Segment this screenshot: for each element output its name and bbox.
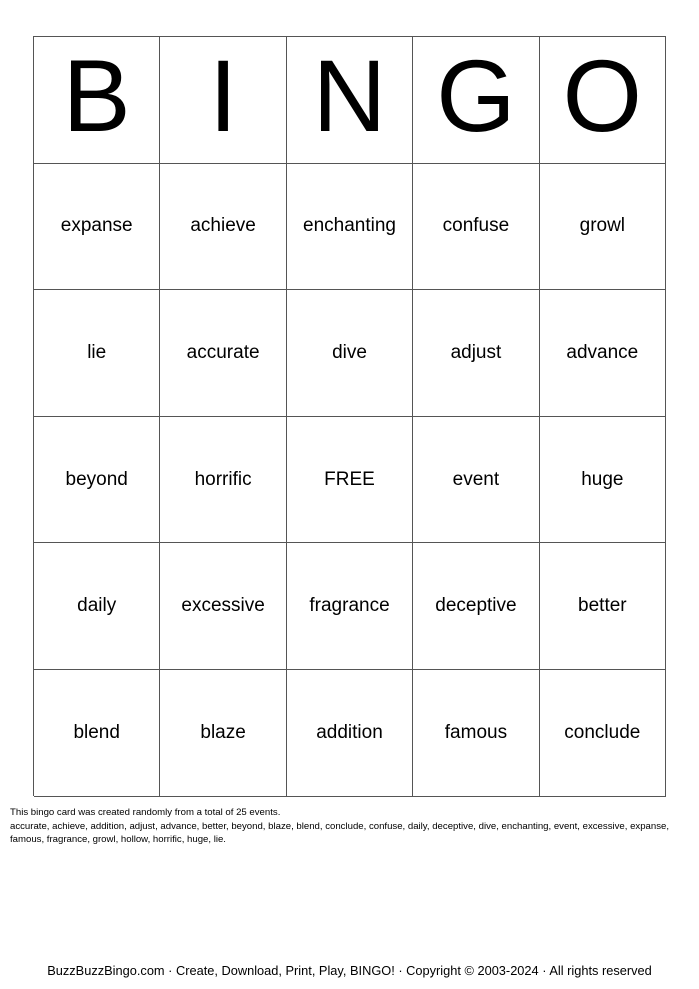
header-letter: B [62,38,131,153]
bingo-cell: conclude [540,670,666,797]
bingo-cell: achieve [160,164,286,291]
note-word-list: accurate, achieve, addition, adjust, advance, better, beyond, blaze, blend, conclude, confuse, daily, deceptive, dive, enchanting, event, excessive, expanse, famous, fragrance, growl, hollow, horrific, huge, lie. [10,820,670,845]
bingo-cell: expanse [34,164,160,291]
header-cell-g [413,37,539,164]
bingo-cell: huge [540,417,666,544]
header-cell-b [34,37,160,164]
bingo-cell: event [413,417,539,544]
bingo-cell: blaze [160,670,286,797]
header-cell-o [540,37,666,164]
bingo-cell: confuse [413,164,539,291]
bingo-cell: excessive [160,543,286,670]
header-cell-n [287,37,413,164]
bingo-cell: blend [34,670,160,797]
header-letter: O [562,38,642,153]
bingo-cell: lie [34,290,160,417]
bingo-cell: growl [540,164,666,291]
header-cell-i [160,37,286,164]
bingo-cell: advance [540,290,666,417]
bingo-header-row [34,37,666,164]
bingo-cell: better [540,543,666,670]
bingo-row-5 [34,670,666,797]
bingo-row-2 [34,290,666,417]
bingo-cell: deceptive [413,543,539,670]
page-footer: BuzzBuzzBingo.com · Create, Download, Print, Play, BINGO! · Copyright © 2003-2024 · All rights reserved [47,963,652,978]
bingo-cell: dive [287,290,413,417]
bingo-cell: addition [287,670,413,797]
bingo-card [33,36,666,796]
bingo-cell: beyond [34,417,160,544]
bingo-cell: accurate [160,290,286,417]
free-space-cell: FREE [287,417,413,544]
header-letter: G [436,38,516,153]
bingo-cell: enchanting [287,164,413,291]
header-letter: I [208,38,238,153]
bingo-row-1 [34,164,666,291]
note-summary: This bingo card was created randomly from a total of 25 events. [10,807,281,818]
bingo-cell: fragrance [287,543,413,670]
card-note [10,806,690,847]
bingo-cell: adjust [413,290,539,417]
bingo-row-4 [34,543,666,670]
bingo-cell: famous [413,670,539,797]
bingo-cell: horrific [160,417,286,544]
bingo-cell: daily [34,543,160,670]
bingo-row-3 [34,417,666,544]
header-letter: N [312,38,387,153]
